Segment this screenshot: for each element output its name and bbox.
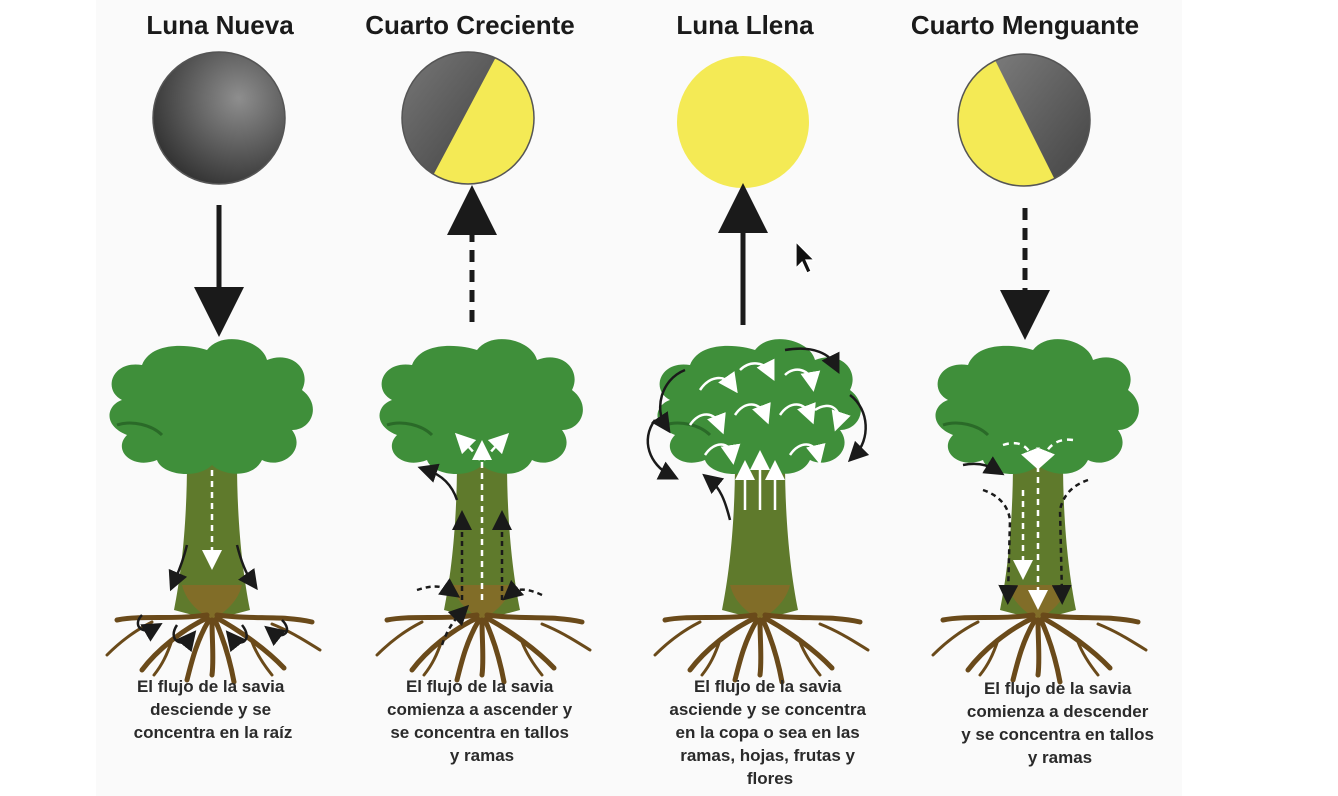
new-moon-icon (153, 52, 285, 184)
phase-caption: El flujo de la savia asciende y se concentra en la copa o sea en las ramas, hojas, frutas y flores (669, 677, 866, 788)
phase-title: Luna Llena (676, 10, 814, 40)
phase-caption: El flujo de la savia comienza a descender y se concentra en tallos y ramas (961, 679, 1155, 767)
full-moon-icon (677, 56, 809, 188)
phase-caption: El flujo de la savia comienza a ascender y se concentra en tallos y ramas (387, 677, 573, 765)
phase-title: Cuarto Menguante (910, 10, 1140, 40)
phase-caption: El flujo de la savia desciende y se concentra en la raíz (133, 677, 293, 742)
phase-title: Luna Nueva (146, 10, 294, 40)
phase-title: Cuarto Creciente (365, 10, 575, 40)
